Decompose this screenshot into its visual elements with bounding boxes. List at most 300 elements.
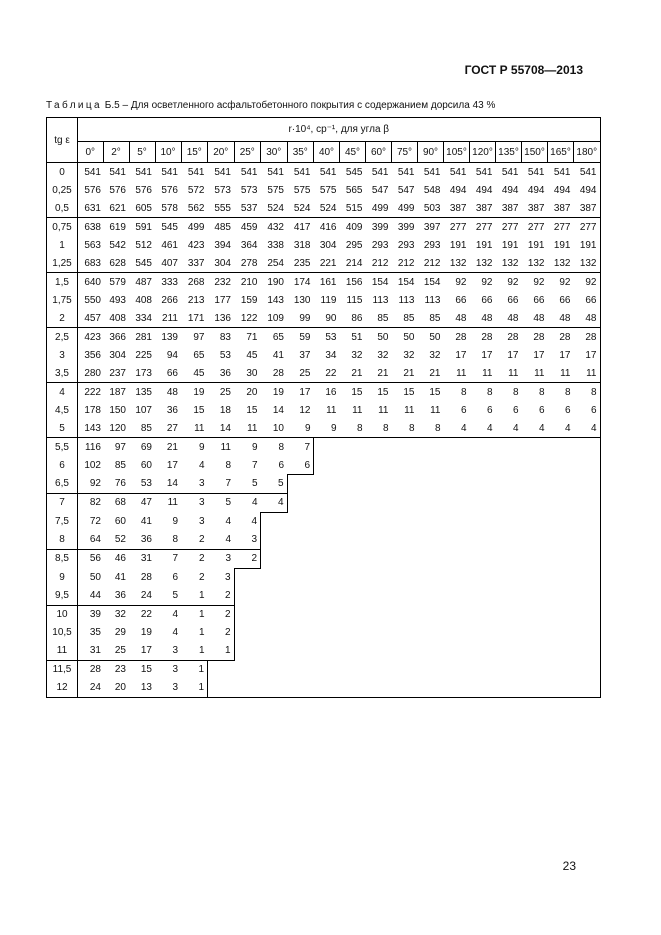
angle-header: 15° [181, 142, 208, 163]
table-cell: 5 [225, 497, 231, 509]
empty-cell [548, 512, 574, 531]
table-cell: 8 [574, 383, 601, 402]
empty-cell [496, 456, 522, 475]
table-cell: 154 [397, 276, 415, 288]
table-cell: 407 [155, 254, 181, 273]
table-row [47, 383, 601, 402]
table-cell: 1 [198, 627, 205, 638]
empty-cell [261, 642, 288, 661]
table-cell: 576 [109, 184, 126, 196]
empty-cell [314, 438, 340, 457]
empty-cell [234, 679, 261, 698]
table-container [46, 117, 601, 698]
empty-cell [548, 679, 574, 698]
empty-cell [366, 456, 392, 475]
table-cell: 21 [366, 364, 392, 383]
table-cell: 66 [481, 294, 493, 306]
empty-cell [470, 456, 496, 475]
table-cell: 53 [325, 331, 337, 343]
empty-cell [574, 624, 601, 642]
empty-cell [470, 624, 496, 642]
table-cell: 387 [548, 199, 574, 218]
table-cell: 50 [403, 331, 415, 343]
empty-cell [418, 438, 444, 457]
empty-cell [548, 605, 574, 624]
empty-cell [261, 549, 288, 568]
empty-cell [392, 624, 418, 642]
table-cell: 17 [129, 642, 155, 661]
table-cell: 6 [287, 456, 314, 475]
table-cell: 32 [377, 349, 389, 361]
reflectance-table [46, 117, 601, 698]
table-row [47, 346, 601, 364]
empty-cell [392, 549, 418, 568]
table-cell: 417 [293, 221, 311, 233]
table-cell: 15 [403, 386, 415, 398]
table-cell: 90 [314, 309, 340, 328]
table-cell: 541 [240, 166, 258, 178]
empty-cell [314, 475, 340, 494]
table-cell: 619 [109, 221, 126, 233]
table-cell: 524 [261, 199, 288, 218]
angle-header: 105° [444, 142, 470, 163]
table-cell: 485 [214, 221, 231, 233]
empty-cell [366, 642, 392, 661]
table-cell: 23 [114, 664, 126, 675]
table-cell: 15 [140, 664, 152, 675]
angle-header: 120° [470, 142, 496, 163]
table-cell: 2 [208, 624, 235, 642]
table-cell: 11 [574, 364, 601, 383]
empty-cell [496, 605, 522, 624]
table-cell: 461 [161, 239, 178, 251]
empty-cell [340, 531, 366, 550]
empty-cell [366, 493, 392, 512]
table-cell: 541 [553, 166, 571, 178]
table-cell: 515 [340, 199, 366, 218]
table-cell: 7 [287, 438, 314, 457]
table-cell: 541 [475, 166, 493, 178]
empty-cell [340, 512, 366, 531]
table-cell: 68 [114, 497, 126, 509]
table-cell: 4 [574, 419, 601, 438]
empty-cell [418, 660, 444, 679]
table-cell: 578 [155, 199, 181, 218]
empty-cell [574, 587, 601, 606]
table-cell: 212 [366, 254, 392, 273]
table-cell: 4 [548, 419, 574, 438]
table-cell: 547 [371, 184, 389, 196]
empty-cell [234, 568, 261, 587]
table-row [47, 309, 601, 328]
table-cell: 48 [574, 309, 601, 328]
table-cell: 191 [449, 239, 467, 251]
table-cell: 50 [89, 571, 101, 583]
tg-value: 3 [47, 346, 78, 364]
empty-cell [340, 587, 366, 606]
table-cell: 6 [486, 404, 493, 416]
empty-cell [444, 512, 470, 531]
table-row [47, 273, 601, 292]
table-cell: 397 [423, 221, 441, 233]
empty-cell [522, 438, 548, 457]
table-cell: 31 [140, 553, 152, 565]
table-cell: 56 [89, 553, 101, 565]
empty-cell [366, 475, 392, 494]
table-cell: 191 [553, 239, 571, 251]
table-cell: 537 [234, 199, 261, 218]
table-cell: 45 [181, 364, 208, 383]
table-cell: 171 [181, 309, 208, 328]
empty-cell [470, 531, 496, 550]
table-cell: 22 [314, 364, 340, 383]
table-row [47, 254, 601, 273]
table-cell: 541 [449, 166, 467, 178]
table-cell: 19 [140, 627, 152, 638]
table-cell: 41 [114, 571, 126, 583]
empty-cell [392, 660, 418, 679]
empty-cell [418, 568, 444, 587]
table-cell: 545 [345, 166, 363, 178]
angle-header: 10° [155, 142, 181, 163]
table-cell: 221 [314, 254, 340, 273]
table-cell: 6 [538, 404, 545, 416]
table-cell: 541 [371, 166, 389, 178]
table-cell: 628 [103, 254, 129, 273]
empty-cell [418, 587, 444, 606]
table-cell: 487 [135, 276, 152, 288]
empty-cell [340, 568, 366, 587]
tg-value: 2 [47, 309, 78, 328]
table-cell: 19 [272, 386, 284, 398]
table-cell: 15 [193, 404, 205, 416]
empty-cell [366, 568, 392, 587]
table-cell: 8 [486, 386, 493, 398]
table-cell: 36 [103, 587, 129, 606]
table-cell: 36 [129, 531, 155, 550]
table-cell: 4 [496, 419, 522, 438]
table-cell: 48 [522, 309, 548, 328]
table-cell: 11 [522, 364, 548, 383]
empty-cell [496, 624, 522, 642]
empty-cell [470, 549, 496, 568]
table-cell: 22 [140, 609, 152, 620]
empty-cell [340, 624, 366, 642]
empty-cell [366, 660, 392, 679]
empty-cell [444, 438, 470, 457]
table-cell: 4 [198, 459, 205, 471]
table-cell: 15 [351, 386, 363, 398]
table-cell: 277 [553, 221, 571, 233]
table-cell: 11 [470, 364, 496, 383]
table-cell: 17 [574, 346, 601, 364]
angle-header: 0° [78, 142, 104, 163]
table-cell: 575 [293, 184, 311, 196]
empty-cell [574, 642, 601, 661]
table-cell: 69 [140, 441, 152, 453]
table-cell: 222 [84, 386, 101, 398]
table-cell: 541 [161, 166, 178, 178]
angle-header: 135° [496, 142, 522, 163]
empty-cell [314, 605, 340, 624]
table-cell: 11 [220, 441, 231, 453]
table-cell: 541 [135, 166, 152, 178]
table-cell: 9 [287, 419, 314, 438]
table-cell: 92 [481, 276, 493, 288]
table-cell: 337 [181, 254, 208, 273]
table-cell: 15 [429, 386, 441, 398]
table-cell: 48 [444, 309, 470, 328]
table-cell: 5 [261, 475, 288, 494]
empty-cell [548, 568, 574, 587]
table-cell: 66 [455, 294, 467, 306]
table-cell: 21 [166, 441, 178, 453]
tg-value: 4 [47, 383, 78, 402]
angle-header: 40° [314, 142, 340, 163]
table-cell: 541 [319, 166, 337, 178]
table-cell: 366 [109, 331, 126, 343]
table-cell: 565 [345, 184, 363, 196]
empty-cell [261, 679, 288, 698]
tg-value: 0,25 [47, 181, 78, 199]
table-cell: 457 [78, 309, 104, 328]
table-cell: 143 [78, 419, 104, 438]
table-cell: 11 [378, 404, 389, 416]
table-cell: 25 [103, 642, 129, 661]
table-cell: 41 [272, 349, 284, 361]
table-cell: 35 [89, 627, 101, 638]
caption-text: Б.5 – Для осветленного асфальтобетонного покрытия с содержанием дорсила 43 % [102, 100, 496, 111]
table-cell: 17 [533, 349, 545, 361]
table-cell: 85 [392, 309, 418, 328]
table-cell: 66 [533, 294, 545, 306]
table-cell: 573 [214, 184, 231, 196]
empty-cell [470, 493, 496, 512]
tg-value: 10 [47, 605, 78, 624]
table-cell: 524 [314, 199, 340, 218]
table-cell: 555 [208, 199, 235, 218]
empty-cell [340, 679, 366, 698]
table-cell: 65 [272, 331, 284, 343]
table-cell: 28 [140, 571, 152, 583]
table-cell: 187 [109, 386, 126, 398]
empty-cell [522, 475, 548, 494]
table-cell: 60 [140, 459, 152, 471]
table-cell: 4 [234, 512, 261, 531]
table-cell: 3 [225, 553, 231, 565]
empty-cell [392, 475, 418, 494]
table-cell: 36 [166, 404, 178, 416]
tg-value: 11,5 [47, 660, 78, 679]
empty-cell [366, 605, 392, 624]
empty-cell [574, 512, 601, 531]
table-cell: 16 [325, 386, 337, 398]
table-cell: 86 [340, 309, 366, 328]
table-cell: 541 [397, 166, 415, 178]
table-cell: 545 [129, 254, 155, 273]
table-cell: 30 [234, 364, 261, 383]
table-cell: 143 [267, 294, 284, 306]
table-cell: 66 [507, 294, 519, 306]
empty-cell [287, 642, 314, 661]
table-cell: 211 [155, 309, 181, 328]
table-cell: 154 [423, 276, 441, 288]
table-cell: 548 [423, 184, 441, 196]
table-cell: 210 [240, 276, 258, 288]
empty-cell [574, 605, 601, 624]
empty-cell [234, 660, 261, 679]
empty-cell [314, 679, 340, 698]
table-cell: 576 [135, 184, 152, 196]
angle-header: 35° [287, 142, 314, 163]
empty-cell [548, 456, 574, 475]
table-cell: 541 [267, 166, 284, 178]
empty-cell [366, 587, 392, 606]
empty-cell [366, 624, 392, 642]
empty-cell [418, 456, 444, 475]
table-row [47, 364, 601, 383]
empty-cell [548, 587, 574, 606]
table-cell: 293 [423, 239, 441, 251]
table-cell: 6 [512, 404, 519, 416]
table-cell: 293 [397, 239, 415, 251]
table-cell: 8 [512, 386, 519, 398]
table-cell: 408 [103, 309, 129, 328]
table-cell: 21 [392, 364, 418, 383]
table-cell: 120 [103, 419, 129, 438]
table-cell: 591 [135, 221, 152, 233]
empty-cell [548, 475, 574, 494]
empty-cell [548, 549, 574, 568]
table-cell: 214 [340, 254, 366, 273]
table-cell: 48 [548, 309, 574, 328]
table-cell: 72 [89, 515, 101, 527]
table-cell: 48 [470, 309, 496, 328]
table-cell: 102 [84, 459, 101, 471]
table-cell: 547 [397, 184, 415, 196]
table-cell: 28 [481, 331, 493, 343]
table-cell: 542 [109, 239, 126, 251]
empty-cell [470, 568, 496, 587]
table-cell: 113 [372, 294, 389, 306]
table-cell: 9 [251, 441, 258, 453]
empty-cell [496, 475, 522, 494]
empty-cell [392, 587, 418, 606]
table-cell: 76 [103, 475, 129, 494]
table-cell: 191 [501, 239, 519, 251]
table-cell: 550 [84, 294, 101, 306]
table-cell: 394 [214, 239, 231, 251]
tg-value: 7 [47, 493, 78, 512]
empty-cell [470, 642, 496, 661]
table-cell: 21 [340, 364, 366, 383]
table-caption [46, 100, 495, 111]
table-cell: 4 [172, 627, 178, 638]
table-cell: 34 [325, 349, 337, 361]
empty-cell [340, 475, 366, 494]
table-cell: 11 [430, 404, 441, 416]
empty-cell [444, 493, 470, 512]
angle-header: 20° [208, 142, 235, 163]
table-cell: 14 [208, 419, 235, 438]
empty-cell [314, 587, 340, 606]
empty-cell [522, 456, 548, 475]
table-cell: 3 [234, 531, 261, 550]
table-row [47, 438, 601, 457]
table-cell: 499 [366, 199, 392, 218]
table-cell: 6 [460, 404, 467, 416]
table-cell: 85 [418, 309, 444, 328]
tg-value: 0 [47, 163, 78, 182]
empty-cell [287, 679, 314, 698]
empty-cell [444, 531, 470, 550]
empty-cell [574, 475, 601, 494]
empty-cell [574, 660, 601, 679]
table-cell: 3 [155, 679, 181, 698]
empty-cell [287, 549, 314, 568]
table-cell: 7 [208, 475, 235, 494]
empty-cell [444, 568, 470, 587]
table-cell: 493 [109, 294, 126, 306]
table-cell: 621 [103, 199, 129, 218]
table-cell: 97 [193, 331, 205, 343]
table-cell: 423 [187, 239, 205, 251]
empty-cell [392, 493, 418, 512]
empty-cell [418, 624, 444, 642]
empty-cell [496, 568, 522, 587]
table-cell: 8 [564, 386, 571, 398]
empty-cell [522, 549, 548, 568]
empty-cell [261, 624, 288, 642]
empty-cell [340, 660, 366, 679]
table-cell: 2 [198, 553, 205, 565]
table-cell: 5 [234, 475, 261, 494]
table-cell: 1 [181, 642, 208, 661]
angle-header: 45° [340, 142, 366, 163]
empty-cell [261, 531, 288, 550]
empty-cell [548, 493, 574, 512]
table-cell: 1 [198, 609, 205, 620]
table-cell: 387 [444, 199, 470, 218]
table-cell: 268 [187, 276, 205, 288]
table-cell: 9 [172, 515, 178, 527]
empty-cell [392, 605, 418, 624]
empty-cell [418, 549, 444, 568]
table-row [47, 679, 601, 698]
empty-cell [287, 493, 314, 512]
table-cell: 8 [155, 531, 181, 550]
empty-cell [392, 531, 418, 550]
row-header-tg: tg ε [47, 118, 78, 163]
table-row [47, 199, 601, 218]
table-cell: 399 [397, 221, 415, 233]
table-cell: 683 [78, 254, 104, 273]
table-cell: 154 [371, 276, 389, 288]
angle-header: 30° [261, 142, 288, 163]
table-cell: 15 [246, 404, 258, 416]
document-code: ГОСТ Р 55708—2013 [464, 63, 583, 77]
table-cell: 4 [444, 419, 470, 438]
table-cell: 41 [140, 515, 152, 527]
table-cell: 280 [78, 364, 104, 383]
empty-cell [418, 475, 444, 494]
table-cell: 14 [272, 404, 284, 416]
empty-cell [234, 642, 261, 661]
table-cell: 512 [135, 239, 152, 251]
group-header: r·10⁴, ср⁻¹, для угла β [78, 118, 601, 142]
empty-cell [574, 456, 601, 475]
table-cell: 575 [319, 184, 337, 196]
